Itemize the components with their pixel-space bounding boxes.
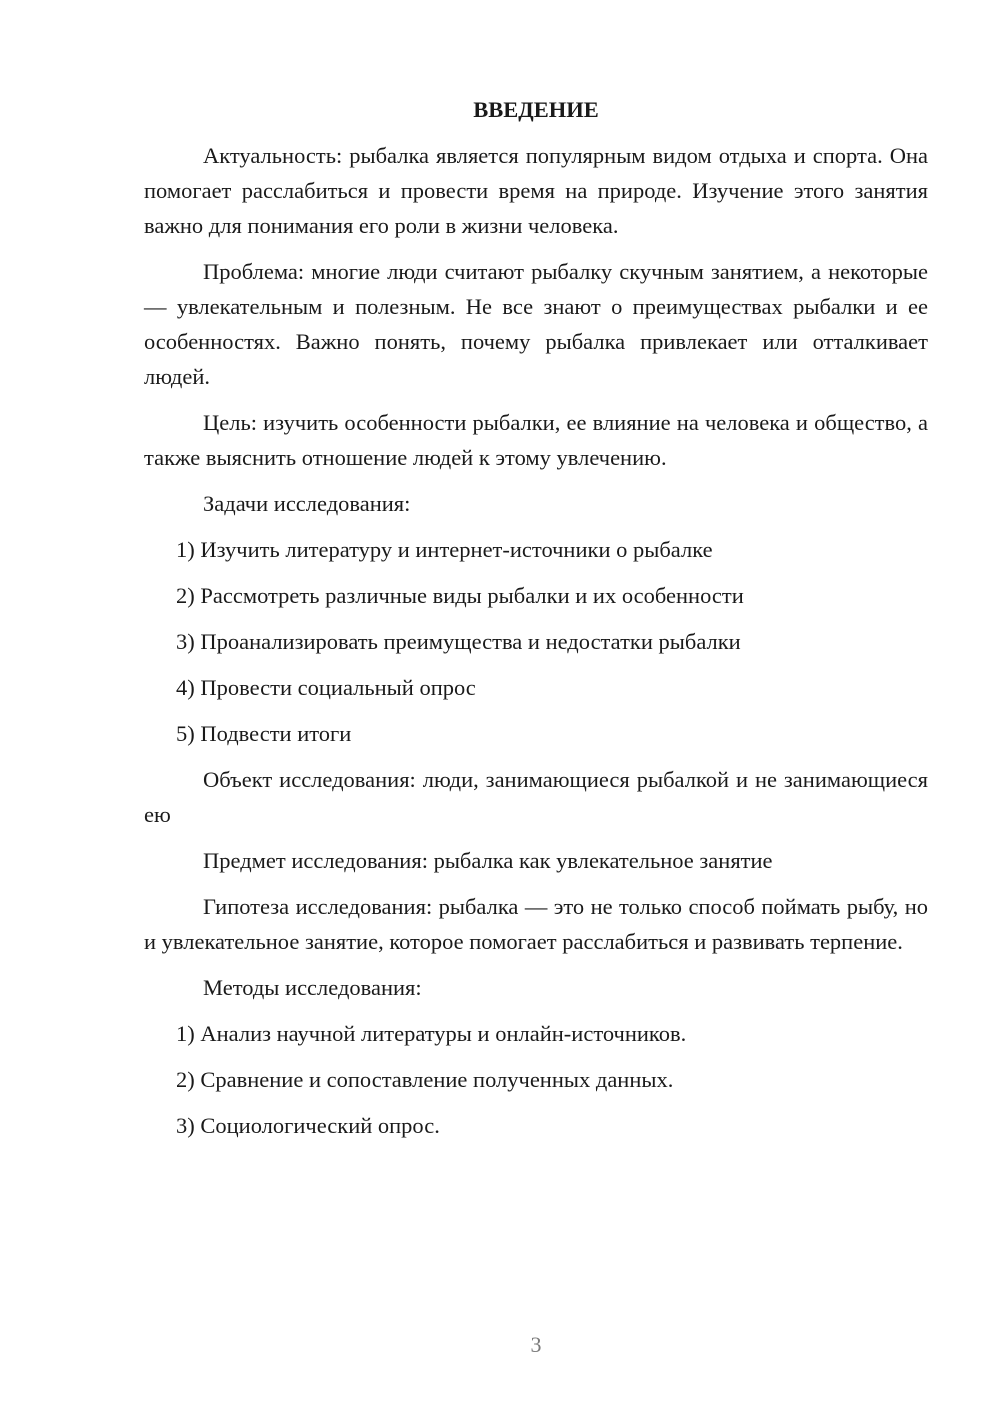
page-title: ВВЕДЕНИЕ	[473, 97, 599, 122]
hypothesis-paragraph: Гипотеза исследования: рыбалка — это не только способ поймать рыбу, но и увлекательное занятие, которое помогает расслабиться и развивать терпение.	[144, 894, 928, 954]
task-item: 3) Проанализировать преимущества и недостатки рыбалки	[176, 629, 741, 654]
problem-paragraph: Проблема: многие люди считают рыбалку скучным занятием, а некоторые — увлекательным и полезным. Не все знают о преимуществах рыбалки и ее особенностях. Важно понять, почему рыбалка привлекает или отталкивает людей.	[144, 259, 928, 389]
tasks-heading: Задачи исследования:	[203, 491, 411, 516]
task-item: 5) Подвести итоги	[176, 721, 352, 746]
subject-paragraph: Предмет исследования: рыбалка как увлекательное занятие	[203, 848, 773, 873]
methods-list	[144, 1016, 928, 1143]
method-item: 1) Анализ научной литературы и онлайн-источников.	[176, 1021, 687, 1046]
object-paragraph: Объект исследования: люди, занимающиеся рыбалкой и не занимающиеся ею	[144, 767, 928, 827]
tasks-list	[144, 532, 928, 751]
page-number: 3	[530, 1332, 542, 1357]
method-item: 3) Социологический опрос.	[176, 1113, 440, 1138]
method-item: 2) Сравнение и сопоставление полученных данных.	[176, 1067, 674, 1092]
task-item: 2) Рассмотреть различные виды рыбалки и их особенности	[176, 583, 744, 608]
relevance-paragraph: Актуальность: рыбалка является популярным видом отдыха и спорта. Она помогает расслабиться и провести время на природе. Изучение этого занятия важно для понимания его роли в жизни человека.	[144, 143, 928, 238]
document-page	[144, 92, 928, 1154]
task-item: 4) Провести социальный опрос	[176, 675, 476, 700]
goal-paragraph: Цель: изучить особенности рыбалки, ее влияние на человека и общество, а также выяснить отношение людей к этому увлечению.	[144, 410, 928, 470]
methods-heading: Методы исследования:	[203, 975, 422, 1000]
task-item: 1) Изучить литературу и интернет-источники о рыбалке	[176, 537, 713, 562]
